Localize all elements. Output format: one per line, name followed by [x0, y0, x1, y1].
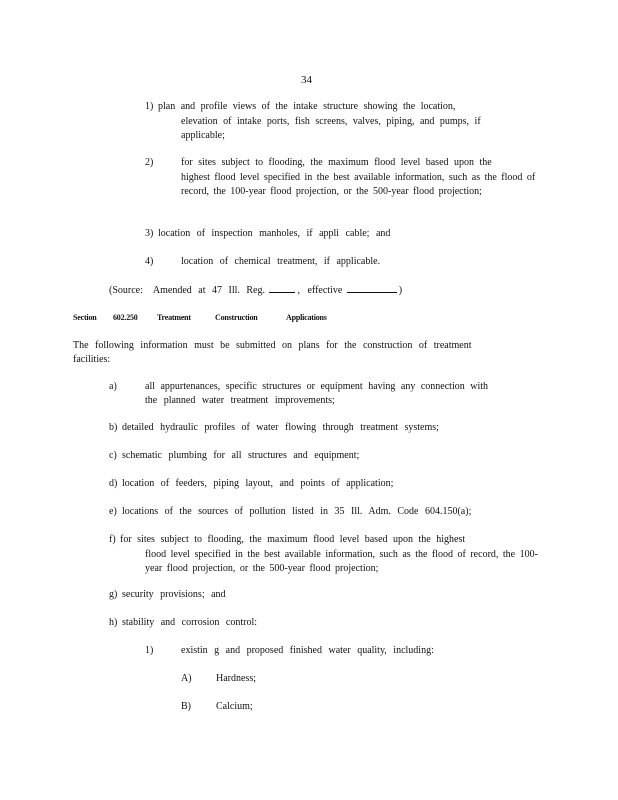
treatment-item-lead: location of feeders, piping layout, and points of application;: [122, 478, 394, 489]
source-prefix: (Source:: [109, 285, 143, 296]
sub-item-text: existin g and proposed finished water quality, including:: [181, 645, 434, 656]
subsub-item-text: Hardness;: [216, 673, 256, 684]
intake-item-marker: 1): [145, 101, 154, 112]
treatment-item-marker: a): [109, 381, 117, 392]
intro-paragraph: The following information must be submitted on plans for the construction of treatment facilities:: [73, 340, 472, 365]
effective-date-blank: [347, 283, 397, 293]
source-note: [109, 283, 402, 297]
section-label: Section: [73, 313, 97, 322]
source-close: ): [398, 285, 403, 296]
treatment-item-lead: security provisions; and: [122, 589, 226, 600]
source-amended: Amended at 47 Ill. Reg.: [152, 285, 265, 296]
intake-item-marker: 3): [145, 228, 154, 239]
section-title-word: Treatment: [157, 313, 191, 322]
treatment-item-lead: schematic plumbing for all structures and equipment;: [122, 450, 360, 461]
treatment-item-lead: detailed hydraulic profiles of water flowing through treatment systems;: [122, 422, 439, 433]
source-comma: ,: [297, 285, 300, 296]
subsub-item-marker: A): [181, 673, 192, 684]
treatment-item-lead: stability and corrosion control:: [122, 617, 258, 628]
page-number: 34: [301, 74, 312, 86]
intake-item-rest: highest flood level specified in the best available information, such as the flood of record, the 100-year flood projection, or the 500-year flood projection;: [181, 172, 536, 197]
treatment-item-lead: all appurtenances, specific structures or equipment having any connection with: [145, 381, 489, 392]
treatment-item-marker: b): [109, 422, 118, 433]
treatment-item-marker: e): [109, 506, 117, 517]
intake-item-lead: location of inspection manholes, if appli cable; and: [158, 228, 391, 239]
source-effective: effective: [307, 285, 343, 296]
treatment-item-lead: for sites subject to flooding, the maximum flood level based upon the highest: [120, 534, 466, 545]
intake-item-marker: 4): [145, 256, 154, 267]
intake-item-rest: elevation of intake ports, fish screens, valves, piping, and pumps, if applicable;: [181, 116, 481, 141]
treatment-item-marker: g): [109, 589, 118, 600]
section-title-word: Applications: [286, 313, 327, 322]
sub-item-marker: 1): [145, 645, 154, 656]
subsub-item-marker: B): [181, 701, 191, 712]
treatment-item-rest: flood level specified in the best available information, such as the flood of record, the 100-year flood projection, or the 500-year flood projection;: [145, 549, 538, 574]
intake-item-lead: for sites subject to flooding, the maximum flood level based upon the: [181, 157, 492, 168]
intake-item-lead: location of chemical treatment, if applicable.: [181, 256, 381, 267]
section-title-word: Construction: [215, 313, 258, 322]
treatment-item-lead: locations of the sources of pollution listed in 35 Ill. Adm. Code 604.150(a);: [122, 506, 472, 517]
intake-item-marker: 2): [145, 157, 154, 168]
subsub-item-text: Calcium;: [216, 701, 253, 712]
treatment-item-marker: h): [109, 617, 118, 628]
register-blank: [269, 283, 295, 293]
treatment-item-rest: the planned water treatment improvements;: [145, 395, 335, 406]
treatment-item-marker: c): [109, 450, 117, 461]
treatment-item-marker: d): [109, 478, 118, 489]
treatment-item-marker: f): [109, 534, 116, 545]
section-number: 602.250: [113, 313, 138, 322]
intake-item-lead: plan and profile views of the intake structure showing the location,: [158, 101, 456, 112]
